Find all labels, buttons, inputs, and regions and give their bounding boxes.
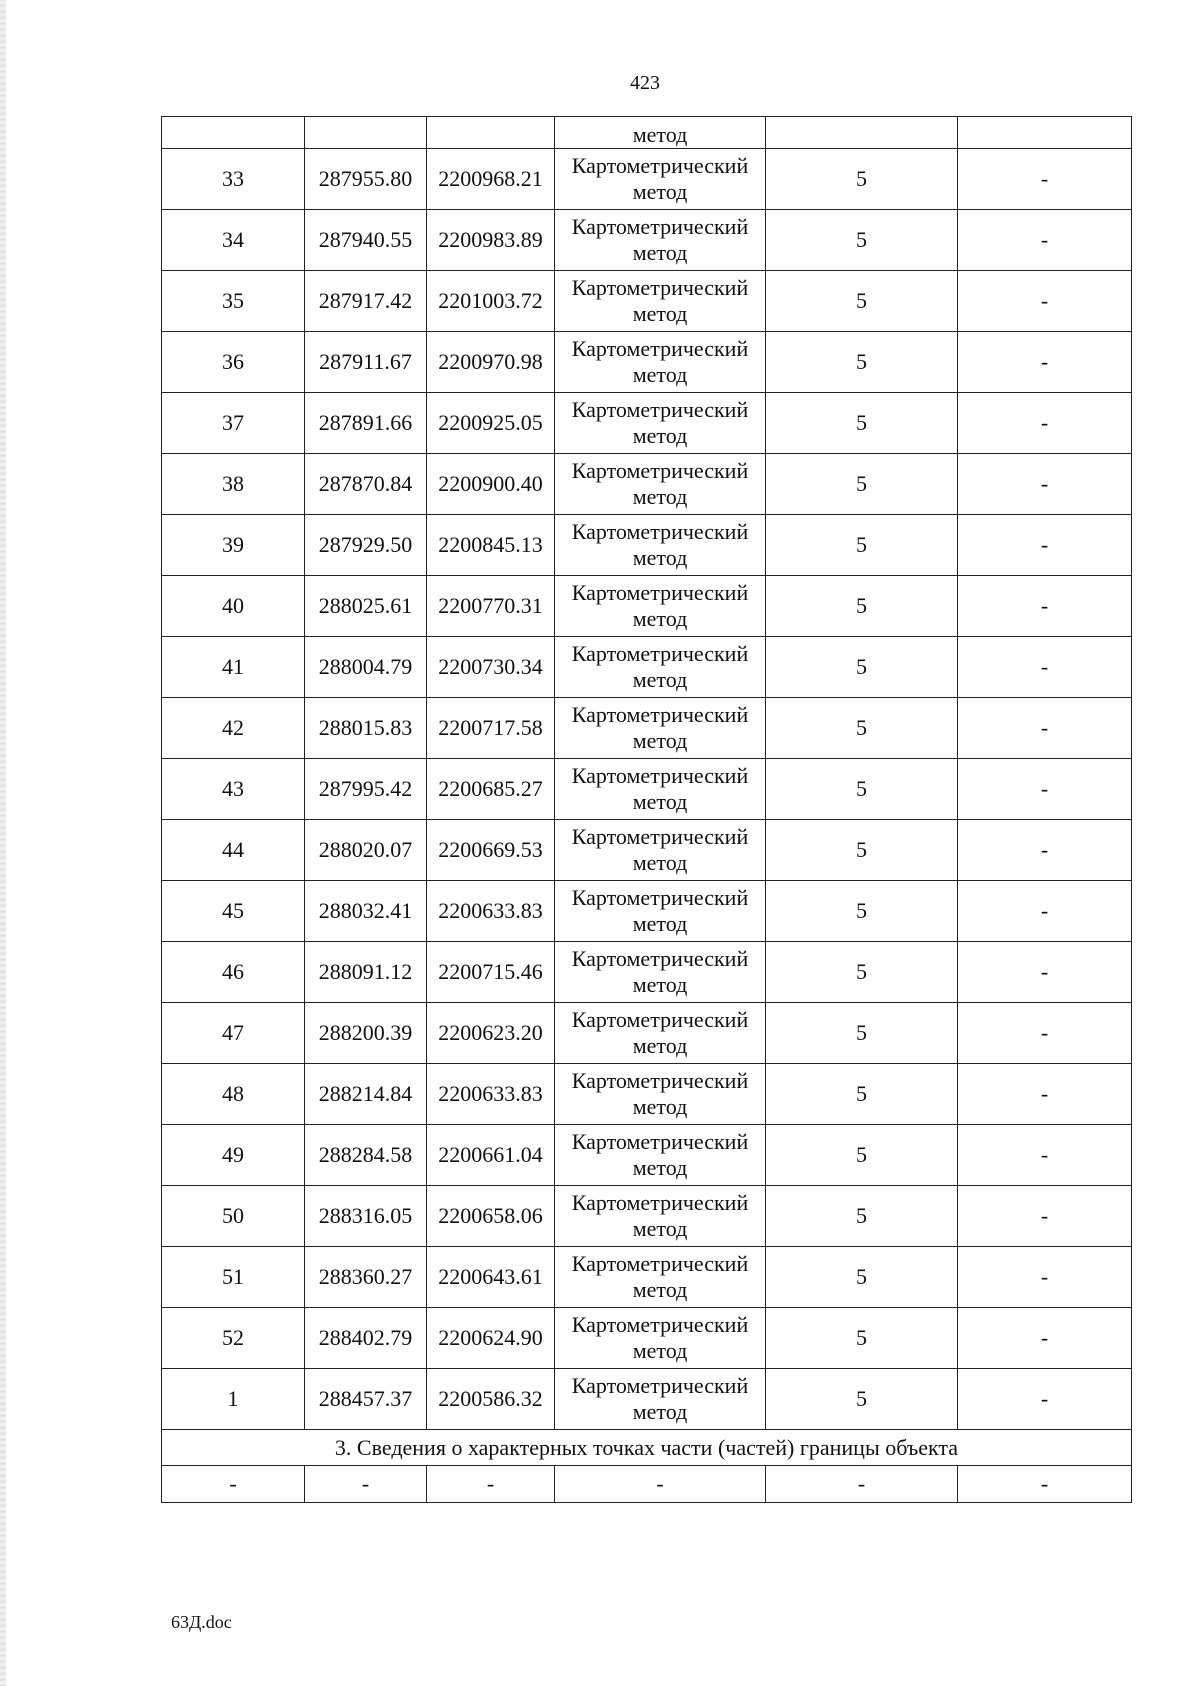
- description: -: [958, 149, 1132, 210]
- method-line-1: Картометрический: [571, 824, 749, 849]
- accuracy: 5: [766, 1125, 958, 1186]
- table-row: [162, 1247, 1132, 1308]
- method-line-2: метод: [632, 972, 688, 997]
- table-cell: -: [162, 1466, 305, 1503]
- method-line-1: Картометрический: [571, 1129, 749, 1154]
- method-line-2: метод: [632, 911, 688, 936]
- table-row: [162, 1308, 1132, 1369]
- method-line-1: Картометрический: [571, 641, 749, 666]
- method-line-1: Картометрический: [571, 397, 749, 422]
- table-row: [162, 698, 1132, 759]
- method-line-2: метод: [632, 667, 688, 692]
- coord-x: 287891.66: [305, 393, 427, 454]
- table-row: [162, 149, 1132, 210]
- method-line-1: Картометрический: [571, 1007, 749, 1032]
- dash-row: [162, 1466, 1132, 1503]
- point-number: 50: [162, 1186, 305, 1247]
- description: -: [958, 576, 1132, 637]
- method-line-1: Картометрический: [571, 336, 749, 361]
- coord-y: 2200643.61: [427, 1247, 555, 1308]
- coord-x: 287955.80: [305, 149, 427, 210]
- point-number: 37: [162, 393, 305, 454]
- point-number: 39: [162, 515, 305, 576]
- description: -: [958, 1186, 1132, 1247]
- method-line-1: Картометрический: [571, 1373, 749, 1398]
- coord-x: 288004.79: [305, 637, 427, 698]
- coord-y: 2200633.83: [427, 881, 555, 942]
- page-number: 423: [630, 72, 660, 94]
- point-number: 52: [162, 1308, 305, 1369]
- accuracy: 5: [766, 1003, 958, 1064]
- method-line-2: метод: [632, 789, 688, 814]
- method-line-2: метод: [632, 1155, 688, 1180]
- method-line-2: метод: [632, 728, 688, 753]
- scan-edge: [0, 0, 6, 1686]
- description: -: [958, 515, 1132, 576]
- table-cell: -: [766, 1466, 958, 1503]
- coord-y: 2200845.13: [427, 515, 555, 576]
- method-cell: [555, 1369, 766, 1430]
- coord-y: 2200624.90: [427, 1308, 555, 1369]
- point-number: 46: [162, 942, 305, 1003]
- coord-y: 2200685.27: [427, 759, 555, 820]
- table-row: [162, 271, 1132, 332]
- coord-x: 288020.07: [305, 820, 427, 881]
- table-row: [162, 1003, 1132, 1064]
- method-line-1: Картометрический: [571, 275, 749, 300]
- accuracy: 5: [766, 210, 958, 271]
- method-cell: метод: [555, 117, 766, 149]
- table-cell: [958, 117, 1132, 149]
- point-number: 1: [162, 1369, 305, 1430]
- table-cell: -: [305, 1466, 427, 1503]
- accuracy: 5: [766, 1247, 958, 1308]
- point-number: 40: [162, 576, 305, 637]
- point-number: 51: [162, 1247, 305, 1308]
- method-cell: [555, 1247, 766, 1308]
- method-cell: [555, 942, 766, 1003]
- method-line-1: Картометрический: [571, 1312, 749, 1337]
- table-row: [162, 637, 1132, 698]
- method-cell: [555, 393, 766, 454]
- accuracy: 5: [766, 881, 958, 942]
- description: -: [958, 393, 1132, 454]
- coord-x: 288284.58: [305, 1125, 427, 1186]
- coord-y: 2200983.89: [427, 210, 555, 271]
- coord-y: 2200730.34: [427, 637, 555, 698]
- method-cell: [555, 271, 766, 332]
- method-cell: [555, 149, 766, 210]
- description: -: [958, 1369, 1132, 1430]
- method-line-2: метод: [632, 362, 688, 387]
- coord-x: 288360.27: [305, 1247, 427, 1308]
- coord-x: 288316.05: [305, 1186, 427, 1247]
- table-row: [162, 759, 1132, 820]
- coord-x: 288032.41: [305, 881, 427, 942]
- coord-y: 2200669.53: [427, 820, 555, 881]
- accuracy: 5: [766, 332, 958, 393]
- description: -: [958, 1125, 1132, 1186]
- coord-y: 2200633.83: [427, 1064, 555, 1125]
- point-number: 42: [162, 698, 305, 759]
- description: -: [958, 698, 1132, 759]
- method-line-2: метод: [632, 1277, 688, 1302]
- description: -: [958, 271, 1132, 332]
- method-line-1: Картометрический: [571, 153, 749, 178]
- coord-x: 287917.42: [305, 271, 427, 332]
- method-cell: [555, 698, 766, 759]
- table-row: [162, 1125, 1132, 1186]
- table-row: [162, 332, 1132, 393]
- method-line-2: метод: [632, 301, 688, 326]
- coord-y: 2200586.32: [427, 1369, 555, 1430]
- coord-x: 288091.12: [305, 942, 427, 1003]
- section-row: [162, 1430, 1132, 1466]
- method-cell: [555, 637, 766, 698]
- coord-y: 2200900.40: [427, 454, 555, 515]
- coord-x: 288402.79: [305, 1308, 427, 1369]
- table-row: [162, 393, 1132, 454]
- coord-x: 287911.67: [305, 332, 427, 393]
- point-number: 38: [162, 454, 305, 515]
- description: -: [958, 1003, 1132, 1064]
- coord-y: 2200658.06: [427, 1186, 555, 1247]
- accuracy: 5: [766, 576, 958, 637]
- description: -: [958, 1308, 1132, 1369]
- method-line-2: метод: [632, 484, 688, 509]
- coord-y: 2200968.21: [427, 149, 555, 210]
- coord-y: 2200925.05: [427, 393, 555, 454]
- table-row: [162, 820, 1132, 881]
- accuracy: 5: [766, 149, 958, 210]
- description: -: [958, 820, 1132, 881]
- point-number: 49: [162, 1125, 305, 1186]
- coord-x: 287929.50: [305, 515, 427, 576]
- table-row: [162, 1186, 1132, 1247]
- point-number: 45: [162, 881, 305, 942]
- accuracy: 5: [766, 1308, 958, 1369]
- coord-y: 2200623.20: [427, 1003, 555, 1064]
- method-cell: [555, 1186, 766, 1247]
- point-number: 44: [162, 820, 305, 881]
- method-cell: [555, 1308, 766, 1369]
- accuracy: 5: [766, 1064, 958, 1125]
- coord-x: 288200.39: [305, 1003, 427, 1064]
- point-number: 36: [162, 332, 305, 393]
- method-line-1: Картометрический: [571, 763, 749, 788]
- point-number: 47: [162, 1003, 305, 1064]
- accuracy: 5: [766, 698, 958, 759]
- method-cell: [555, 454, 766, 515]
- coord-y: 2200970.98: [427, 332, 555, 393]
- coord-x: 288457.37: [305, 1369, 427, 1430]
- continuation-row: [162, 117, 1132, 149]
- method-line-1: Картометрический: [571, 519, 749, 544]
- point-number: 48: [162, 1064, 305, 1125]
- method-line-1: Картометрический: [571, 1190, 749, 1215]
- description: -: [958, 1247, 1132, 1308]
- method-cell: [555, 820, 766, 881]
- accuracy: 5: [766, 637, 958, 698]
- method-line-2: метод: [632, 179, 688, 204]
- description: -: [958, 942, 1132, 1003]
- coord-y: 2200715.46: [427, 942, 555, 1003]
- description: -: [958, 1064, 1132, 1125]
- point-number: 43: [162, 759, 305, 820]
- footer-filename: 63Д.doc: [171, 1612, 232, 1632]
- accuracy: 5: [766, 820, 958, 881]
- coord-x: 288214.84: [305, 1064, 427, 1125]
- method-line-1: Картометрический: [571, 946, 749, 971]
- method-line-2: метод: [632, 1399, 688, 1424]
- point-number: 33: [162, 149, 305, 210]
- method-line-1: Картометрический: [571, 580, 749, 605]
- method-cell: [555, 1003, 766, 1064]
- method-line-2: метод: [632, 545, 688, 570]
- point-number: 34: [162, 210, 305, 271]
- accuracy: 5: [766, 515, 958, 576]
- table-row: [162, 515, 1132, 576]
- method-line-2: метод: [632, 1216, 688, 1241]
- method-cell: [555, 515, 766, 576]
- method-line-1: Картометрический: [571, 458, 749, 483]
- coord-x: 287940.55: [305, 210, 427, 271]
- accuracy: 5: [766, 942, 958, 1003]
- point-number: 35: [162, 271, 305, 332]
- method-cell: [555, 759, 766, 820]
- description: -: [958, 759, 1132, 820]
- accuracy: 5: [766, 454, 958, 515]
- method-line-2: метод: [632, 1094, 688, 1119]
- method-line-1: Картометрический: [571, 1068, 749, 1093]
- section-title: 3. Сведения о характерных точках части (частей) границы объекта: [162, 1430, 1132, 1466]
- accuracy: 5: [766, 1186, 958, 1247]
- description: -: [958, 637, 1132, 698]
- table-cell: -: [427, 1466, 555, 1503]
- method-cell: [555, 210, 766, 271]
- coord-x: 287870.84: [305, 454, 427, 515]
- accuracy: 5: [766, 393, 958, 454]
- method-line-2: метод: [632, 850, 688, 875]
- description: -: [958, 332, 1132, 393]
- coord-y: 2200770.31: [427, 576, 555, 637]
- method-line-2: метод: [632, 606, 688, 631]
- coordinates-table: [161, 116, 1132, 1503]
- description: -: [958, 210, 1132, 271]
- coord-y: 2200661.04: [427, 1125, 555, 1186]
- method-line-1: Картометрический: [571, 1251, 749, 1276]
- table-cell: [162, 117, 305, 149]
- table-cell: [766, 117, 958, 149]
- description: -: [958, 881, 1132, 942]
- table-row: [162, 210, 1132, 271]
- method-line-2: метод: [632, 1033, 688, 1058]
- coord-y: 2201003.72: [427, 271, 555, 332]
- coord-x: 287995.42: [305, 759, 427, 820]
- table-row: [162, 454, 1132, 515]
- method-cell: [555, 881, 766, 942]
- coord-y: 2200717.58: [427, 698, 555, 759]
- coord-x: 288015.83: [305, 698, 427, 759]
- table-cell: [305, 117, 427, 149]
- table-cell: [427, 117, 555, 149]
- method-line-2: метод: [632, 423, 688, 448]
- accuracy: 5: [766, 1369, 958, 1430]
- table-row: [162, 942, 1132, 1003]
- method-cell: [555, 576, 766, 637]
- table-cell: -: [555, 1466, 766, 1503]
- table-row: [162, 881, 1132, 942]
- accuracy: 5: [766, 759, 958, 820]
- table-row: [162, 1369, 1132, 1430]
- method-line-2: метод: [632, 1338, 688, 1363]
- method-line-1: Картометрический: [571, 214, 749, 239]
- method-line-1: Картометрический: [571, 885, 749, 910]
- table-cell: -: [958, 1466, 1132, 1503]
- method-cell: [555, 1125, 766, 1186]
- table-row: [162, 1064, 1132, 1125]
- accuracy: 5: [766, 271, 958, 332]
- coord-x: 288025.61: [305, 576, 427, 637]
- method-cell: [555, 332, 766, 393]
- method-line-1: Картометрический: [571, 702, 749, 727]
- point-number: 41: [162, 637, 305, 698]
- method-line-2: метод: [632, 240, 688, 265]
- description: -: [958, 454, 1132, 515]
- method-cell: [555, 1064, 766, 1125]
- table-row: [162, 576, 1132, 637]
